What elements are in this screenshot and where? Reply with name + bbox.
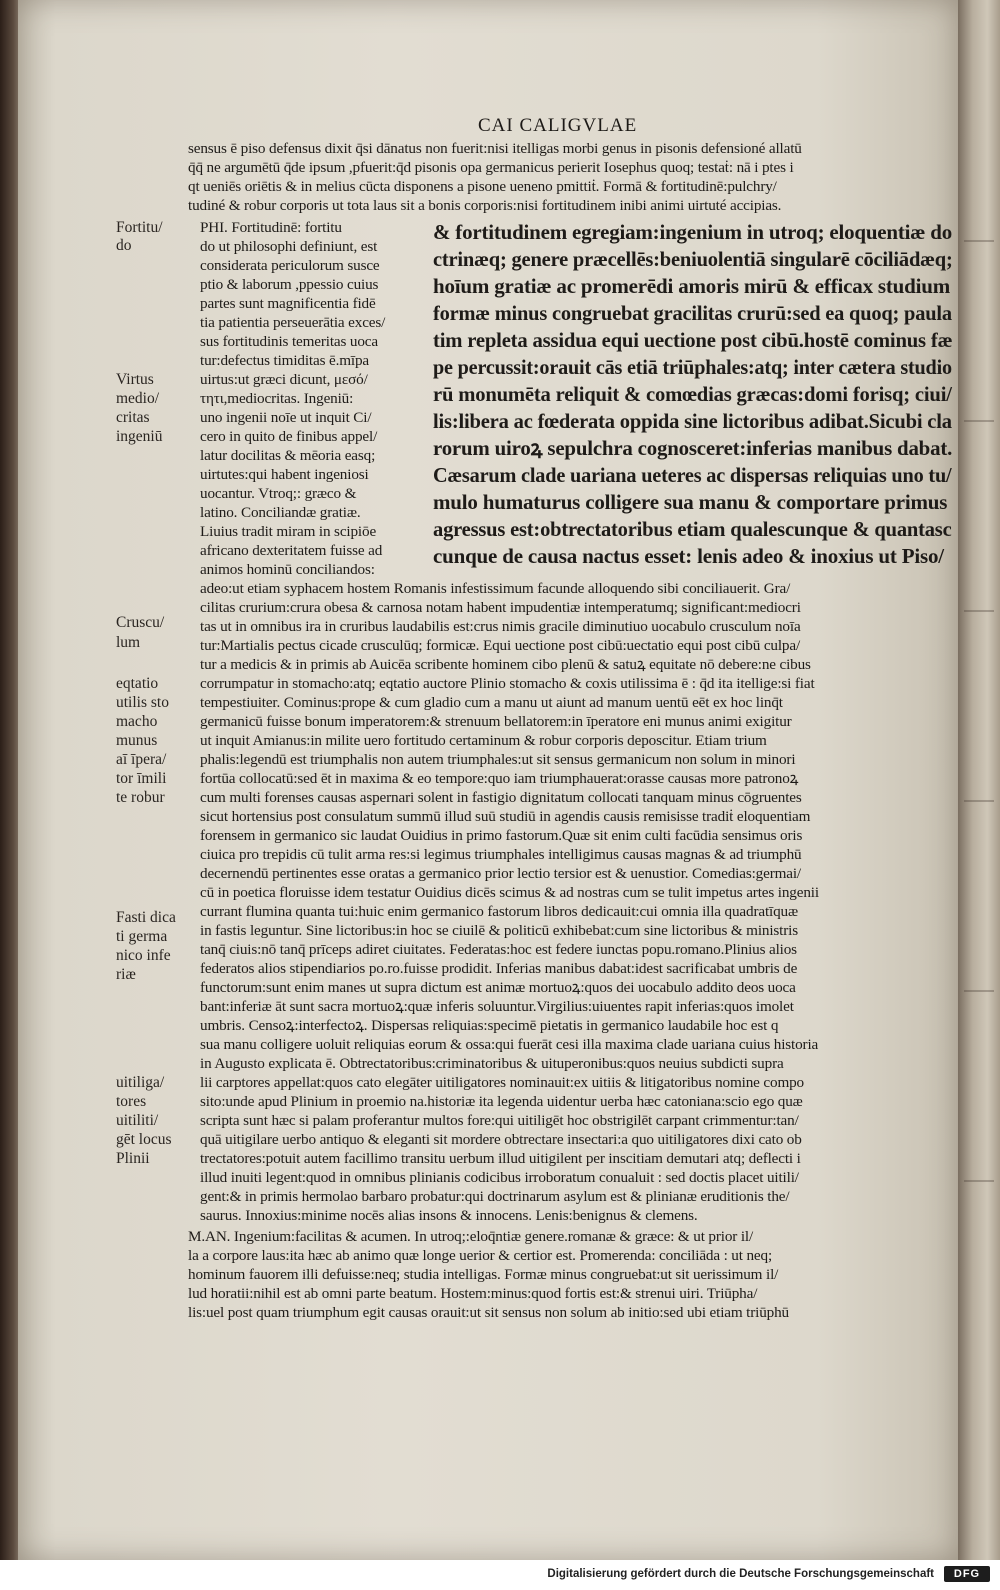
commentary-line: gent:& in primis hermolao barbaro probatur:qui doctrinarum asylum est & plinianæ eruditionis the/: [200, 1188, 790, 1205]
marginal-note: uitiliti/: [116, 1112, 159, 1129]
commentary-line: adeo:ut etiam syphacem hostem Romanis infestissimum facunde alloquendo sibi conciliauerit. Gra/: [200, 580, 791, 597]
running-title: CAI CALIGVLAE: [478, 115, 638, 136]
marginal-note: te robur: [116, 789, 165, 806]
commentary-line: ptio & laborum ,ppessio cuius: [200, 276, 379, 293]
commentary-line: Liuius tradit miram in scipiōe: [200, 523, 377, 540]
marginal-note: Fasti dica: [116, 909, 176, 926]
commentary-line: umbris. Censoꝝ:interfectoꝝ. Dispersas reliquias:specimē pietatis in germanico laudabile hoc est q: [200, 1017, 779, 1034]
marginal-note: critas: [116, 409, 150, 426]
marginal-note: utilis sto: [116, 694, 169, 711]
marginal-note: tores: [116, 1093, 147, 1110]
marginal-note: aī īpera/: [116, 751, 167, 768]
commentary-line: τητι,mediocritas. Ingeniū:: [200, 390, 354, 407]
commentary-line: sicut hortensius post consulatum summū illud suū studiū in agendis causis remisisse tradiṫ eloquentiam: [200, 808, 811, 825]
commentary-line: qt ueniēs oriētis & in melius cūcta disponens a pisone ueneno pmittiṫ. Formā & fortitudinē:pulchry/: [188, 178, 777, 195]
marginal-note: do: [116, 237, 132, 254]
commentary-line: M.AN. Ingenium:facilitas & acumen. In utroq;:eloq̄ntiæ genere.romanæ & græce: & ut prior il/: [188, 1228, 754, 1245]
dfg-logo: DFG: [944, 1566, 990, 1582]
main-text-line: lis:libera ac fœderata oppida sine lictoribus adibat.Sicubi cla: [433, 409, 952, 433]
main-text-line: & fortitudinem egregiam:ingenium in utroq; eloquentiæ do: [433, 220, 952, 244]
marginal-note: uitiliga/: [116, 1074, 165, 1091]
marginal-note: lum: [116, 634, 141, 651]
commentary-line: q̄q̄ ne argumētū q̄de ipsum ,pfuerit:q̄d pisonis opa germanicus perierit Iosephus quoq; testaṫ: nā i ptes i: [188, 159, 794, 176]
commentary-line: ciuica pro trepidis cū tulit arma res:si legimus triumphales intelligimus causas magnas & ad triumphū: [200, 846, 802, 863]
main-text-line: tim repleta assidua equi uectione post cibū.hostē cominus fæ: [433, 328, 953, 352]
commentary-line: sito:unde apud Plinium in proemio na.historiæ ita legenda uidentur uerba hæc catoniana:scio ego quæ: [200, 1093, 803, 1110]
marginal-note: munus: [116, 732, 158, 749]
marginal-note: medio/: [116, 390, 160, 407]
commentary-line: tempestiuiter. Cominus:prope & cum gladio cum a manu ut aiunt ad manum uentū eēt ex hoc linq̄t: [200, 694, 783, 711]
marginal-note: Virtus: [116, 371, 154, 388]
commentary-line: sensus ē piso defensus dixit q̄si dānatus non fuerit:nisi itelligas morbi genus in pisonis defensioné allatū: [188, 140, 802, 157]
marginal-note: macho: [116, 713, 158, 730]
commentary-line: corrumpatur in stomacho:atq; eqtatio auctore Plinio stomacho & coxis utilissima ē : q̄d ita itellige:si fiat: [200, 675, 815, 692]
main-text-line: rū monumēta reliquit & comœdias græcas:domi forisq; ciui/: [433, 382, 952, 406]
book-page: [18, 0, 958, 1560]
commentary-line: latur docilitas & mēoria easq;: [200, 447, 376, 464]
commentary-line: do ut philosophi definiunt, est: [200, 238, 378, 255]
commentary-line: tudiné & robur corporis ut tota laus sit a bonis corporis:nisi fortitudinem inibi animi uirtuté accipias.: [188, 197, 782, 214]
commentary-line: tanq̄ ciuis:nō tanq̄ prīceps adiret ciuitates. Federatas:hoc est federe iunctas popu.romano.Plinius alios: [200, 941, 797, 958]
main-text-line: pe percussit:orauit cās etiā triūphales:atq; inter cætera studio: [433, 355, 952, 379]
marginal-note: ingeniū: [116, 428, 163, 445]
marginal-note: gēt locus: [116, 1131, 172, 1148]
commentary-line: partes sunt magnificentia fidē: [200, 295, 376, 312]
commentary-line: tas ut in omnibus ira in cruribus laudabilis est:crus nimis gracile diminutiuo uocabulo crusculum noīa: [200, 618, 801, 635]
commentary-line: uirtus:ut græci dicunt, μεσό/: [200, 371, 368, 388]
commentary-line: cum multi forenses causas aspernari solent in fastigio dignitatum collocati tanquam minus cōgruentes: [200, 789, 802, 806]
commentary-line: lud horatii:nihil est ab omni parte beatum. Hostem:minus:quod fortis est:& strenui uiri. Triūpha/: [188, 1285, 758, 1302]
main-text-line: rorum uiroꝝ sepulchra cognosceret:inferias manibus dabat.: [433, 436, 953, 460]
commentary-line: uirtutes:qui habent ingeniosi: [200, 466, 369, 483]
commentary-line: forensem in germanico sic laudat Ouidius in primo fastorum.Quæ sit enim culti facūdia sensimus oris: [200, 827, 803, 844]
commentary-line: considerata periculorum susce: [200, 257, 380, 274]
commentary-line: saurus. Innoxius:minime nocēs alias insons & innocens. Lenis:benignus & clemens.: [200, 1207, 698, 1224]
main-text-line: mulo humaturus colligere sua manu & comportare primus: [433, 490, 948, 514]
main-text-line: cunque de causa nactus esset: lenis adeo & inoxius ut Piso/: [433, 544, 944, 568]
commentary-line: scripta sunt hæc si palam proferantur multos fore:qui uitiligēt hoc obstrigilēt carpant crimmentur:tan/: [200, 1112, 799, 1129]
commentary-line: sua manu colligere uoluit reliquias eorum & ossa:qui fuerāt cesi illa maxima clade uariana cuius historia: [200, 1036, 819, 1053]
commentary-line: germanicū fuisse bonum imperatorem:& strenuum bellatorem:in īperatore eni munus animi exigitur: [200, 713, 792, 730]
commentary-line: animos hominū conciliandos:: [200, 561, 375, 578]
commentary-line: phalis:legendū est triumphalis non autem triumphales:ut sit sensus germanicum non solum in minori: [200, 751, 796, 768]
commentary-line: cū in poetica floruisse idem testatur Ouidius dicēs scimus & ad nostras cum se tulit impetus artes ingenii: [200, 884, 819, 901]
commentary-line: africano dexteritatem fuisse ad: [200, 542, 383, 559]
commentary-line: illud inuiti legent:quod in omnibus plinianis codicibus irroboratum conualuit : sed doctis placet uitili/: [200, 1169, 799, 1186]
commentary-line: sus fortitudinis temeritas uoca: [200, 333, 378, 350]
commentary-line: hominum fauorem illi defuisse:neq; studia intelligas. Formæ minus congruebat:ut sit uerissimum il/: [188, 1266, 779, 1283]
commentary-line: federatos alios stipendiarios po.ro.fuisse prodidit. Inferias manibus dabat:idest sacrificabat umbris de: [200, 960, 798, 977]
marginal-note: Plinii: [116, 1150, 150, 1167]
commentary-line: lii carptores appellat:quos cato elegāter uitiligatores nominauit:ex uitiis & litigatoribus nomine compo: [200, 1074, 804, 1091]
commentary-line: decernendū pertinentes esse oratas a germanico prior lectio tersior est & uenustior. Comedias:germai/: [200, 865, 802, 882]
commentary-line: la a corpore laus:ita hæc ab animo quæ longe uerior & certior est. Promerenda: conciliāda : ut neq;: [188, 1247, 773, 1264]
main-text-line: Cæsarum clade uariana ueteres ac dispersas reliquias uno tu/: [433, 463, 952, 487]
digitization-footer: [0, 1560, 1000, 1590]
marginal-note: eqtatio: [116, 675, 159, 692]
marginal-note: Fortitu/: [116, 219, 163, 236]
commentary-line: trectatores:potuit autem facillimo transitu uerbum illud uitigilent per inscitiam demutari atq; deflecti i: [200, 1150, 801, 1167]
commentary-line: bant:inferiæ āt sunt sacra mortuoꝝ:quæ inferis soluuntur.Virgilius:uiuentes rapit inferias:quos imolet: [200, 998, 794, 1015]
commentary-line: cero in quito de finibus appel/: [200, 428, 378, 445]
marginal-note: ti germa: [116, 928, 168, 945]
footer-credit: Digitalisierung gefördert durch die Deutsche Forschungsgemeinschaft: [547, 1568, 934, 1580]
commentary-line: latino. Conciliandæ gratiæ.: [200, 504, 361, 521]
commentary-line: functorum:sunt enim manes ut supra dictum est animæ mortuoꝝ:quos dei uocabulo addito deos uoca: [200, 979, 796, 996]
commentary-line: in fastis leguntur. Sine lictoribus:in hoc se ciuilē & politicū exhibebat:cum sine lictoribus & ministris: [200, 922, 798, 939]
commentary-line: tur a medicis & in primis ab Auicēa scribente hominem cibo plenū & satuꝝ equitate nō debere:ne cibus: [200, 656, 811, 673]
marginal-note: riæ: [116, 966, 136, 983]
commentary-line: tur:Martialis pectus cicade crusculūq; formicæ. Equi uectione post cibū:uectatio equi post cibū culpa/: [200, 637, 801, 654]
commentary-line: tia patientia perseuerātia exces/: [200, 314, 386, 331]
main-text-line: hoīum gratiæ ac promerēdi amoris mirū & efficax studium: [433, 274, 951, 298]
marginal-note: nico infe: [116, 947, 171, 964]
commentary-line: quā uitigilare uerbo antiquo & eleganti sit mordere obtrectare insectari:a quo uitiligatores dixi cato ob: [200, 1131, 802, 1148]
commentary-line: ut inquit Amianus:in milite uero fortitudo certaminum & robur corporis deposcitur. Etiam trium: [200, 732, 767, 749]
marginal-note: Cruscu/: [116, 614, 165, 631]
commentary-line: tur:defectus timiditas ē.mīpa: [200, 352, 369, 369]
commentary-line: lis:uel post quam triumphum egit causas orauit:ut sit sensus non solum ab initio:sed ubi etiam triūphū: [188, 1304, 790, 1321]
main-text-line: ctrinæq; genere præcellēs:beniuolentiā singularē cōciliādæq;: [433, 247, 953, 271]
commentary-line: uocantur. Vtroq;: græco &: [200, 485, 357, 502]
commentary-line: cilitas crurium:crura obesa & carnosa notam habent impudentiæ intemperatumq; significant:mediocri: [200, 599, 801, 616]
commentary-line: PHI. Fortitudinē: fortitu: [200, 219, 342, 236]
next-page-edge: [958, 0, 1000, 1560]
main-text-line: agressus est:obtrectatoribus etiam qualescunque & quantasc: [433, 517, 952, 541]
commentary-line: currant flumina quanta tui:huic enim germanico fastorum libros dedicauit:cui omnia illa quadratīquæ: [200, 903, 798, 920]
commentary-line: uno ingenii noīe ut inquit Ci/: [200, 409, 372, 426]
marginal-note: tor īmili: [116, 770, 167, 787]
commentary-line: fortūa collocatū:sed ēt in maxima & eo tempore:quo iam triumphauerat:orasse causas more patronoꝝ: [200, 770, 799, 787]
commentary-line: in Augusto explicata ē. Obtrectatoribus:criminatoribus & uituperonibus:quos neuius subdicti supra: [200, 1055, 784, 1072]
main-text-line: formæ minus congruebat gracilitas crurū:sed ea quoq; paula: [433, 301, 952, 325]
